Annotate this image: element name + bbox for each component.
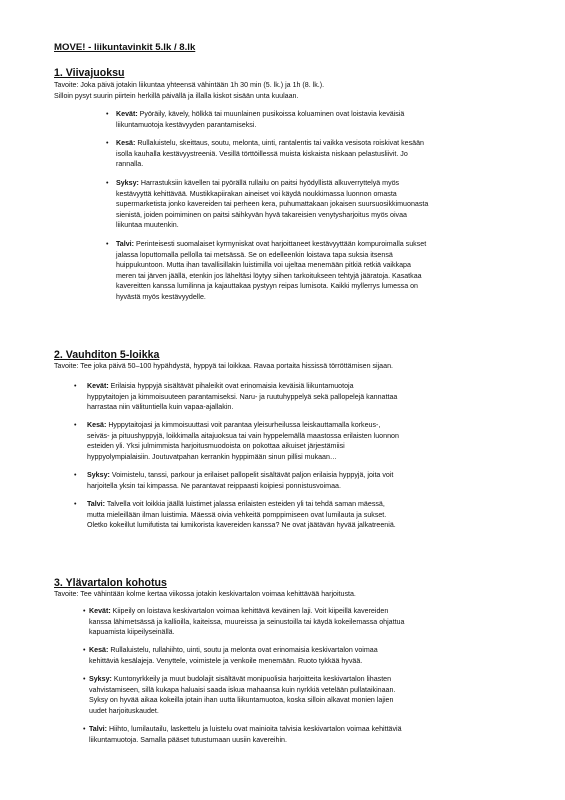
intro-line: Silloin pysyt suurin piirtein herkillä päivällä ja illalla kiskot sisään unta kuulaan. [54,91,299,100]
item-text: Harrastuksiin kävellen tai pyörällä rullailu on paitsi hyödyllistä alkuverryttelyä myös [140,179,400,187]
item-label: Kevät: [87,382,109,390]
bullet: • [106,240,109,248]
item-text: harrastaa niin välituntiella kuin vapaa-ajallakin. [87,403,234,411]
item-text: sienistä, joiden poimiminen on paitsi säihkyvän hyvä takareisien venytysharjoitus myös oivaa [116,210,407,219]
item-text: Rullaluistelu, rullahiihto, uinti, soutu ja melonta ovat erinomaisia keskivartalon voimaa [110,646,378,654]
bullet: • [74,471,77,479]
item-text: liikuntaa muutenkin. [116,221,179,229]
item-text: seiväs- ja pituushyppyjä, loikkimalla aitajuoksua tai vain hyppelemällä maastossa erilaisten luonnon [87,431,399,440]
item-text: liikuntamuotoja. Samalla pääset tutustumaan uusiin kavereihin. [89,735,287,744]
bullet: • [83,607,86,615]
bullet: • [74,382,77,390]
section-intro-2 [54,361,524,372]
list-item [83,724,402,745]
item-label: Syksy: [89,675,112,683]
bullet: • [106,179,109,187]
item-text: kehittäviä kesälajeja. Venyttele, voimistele ja venkoile menemään. Ruoto tykkää hyvää. [89,656,363,665]
item-text: isolla kauhalla kestävyystreeniä. Vesillä törttöillessä muista kiskaista niskaan pelastusliivit. Jo [116,149,408,158]
item-label: Kesä: [89,646,109,654]
item-text: rannalla. [116,160,144,168]
list-item [74,470,394,491]
list-item [74,499,396,531]
bullet: • [74,500,77,508]
list-item [74,420,399,462]
item-label: Syksy: [87,471,110,479]
document-title: MOVE! - liikuntavinkit 5.lk / 8.lk [54,42,196,53]
item-text: supermarketista jonko kavereiden tai perheen kera, puhumattakaan jokaisen suursuosikkimuonasta [116,200,429,208]
item-text: kanssa lähimetsässä ja kallioilla, kaiteissa, muureissa ja seinustoilla tai käydä kokeilemassa ohjattua [89,617,405,626]
list-item [74,381,398,413]
item-text: kavereitten kanssa lumilinna ja kajauttakaa pystyyn reipas lumisota. Kaikki myllerrys lumessa on [116,282,419,290]
item-text: harjoitella yksin tai kimpassa. Ne parantavat reippaasti koipiesi ponnistusvoimaa. [87,481,341,490]
item-text: Hyppytaitojasi ja kimmoisuuttasi voit parantaa yleisurheilussa leiskauttamalla korkeus-, [108,421,381,429]
item-label: Talvi: [116,240,135,248]
item-label: Talvi: [87,500,106,508]
item-text: Perinteisesti suomalaiset kyrmyniskat ovat harjoittaneet kestävyyttään kompuroimalla sukset [136,240,427,248]
list-item [106,178,429,231]
list-item [83,674,396,716]
list-item [106,109,405,130]
item-text: esteiden yli. Yksi julmimmista harjoitusmuodoista on pokottaa aikuiset järjestämiisi [87,442,345,450]
bullet: • [106,110,109,118]
item-text: hyvästä myös kestävyydelle. [116,292,206,301]
item-label: Kevät: [116,110,138,118]
item-text: Oletko kokeillut lumifutista tai lumikorista kavereiden kanssa? Ne ovat jäätävän hyvää jalkatreeniä. [87,521,396,529]
item-text: huippukuntoon. Mutta ihan tavallisillakin luistimilla voi ujeltaa menemään pitkiä retkiä vaikkapa [116,261,411,269]
list-item [83,606,405,638]
bullet: • [74,421,77,429]
item-text: mutta mieleillään ilman luistimia. Mäessä oivia vehkeitä pomppimiseen ovat lumilauta ja sukset. [87,510,387,519]
section-intro-1 [54,80,524,101]
bullet: • [83,725,86,733]
intro-line: Tavoite: Tee vähintään kolme kertaa viikossa jotakin keskivartalon voimaa kehittävää harjoitusta. [54,590,356,598]
item-text: Syksy on hyvää aikaa kokeilla jotain ihan uutta liikuntamuotoa, koska silloin alkavat monien lajien [89,696,394,704]
item-text: liikuntamuotoja kestävyyden parantamiseksi. [116,120,257,129]
item-label: Talvi: [89,725,108,733]
item-text: hyppyolympialaisiin. Joutuvatpahan kerrankin hyppimään sinun pillisi mukaan… [87,452,337,461]
item-text: Voimistelu, tanssi, parkour ja erilaiset pallopelit sisältävät paljon erilaisia hyppyjä, joita voit [111,471,394,479]
item-text: uudet harjoituskaudet. [89,706,159,715]
item-label: Kesä: [116,139,136,147]
item-label: Kevät: [89,607,111,615]
item-text: Hiihto, lumilautailu, laskettelu ja luistelu ovat mainioita talvisia keskivartalon voimaa kehittäviä [109,725,402,733]
list-item [83,645,378,666]
item-text: Kiipeily on loistava keskivartalon voimaa kehittävä keväinen laji. Voit kiipeillä kavereiden [112,607,389,615]
item-text: Rullaluistelu, skeittaus, soutu, melonta, uinti, rantalentis tai vaikka vesisota roiskivat kesään [137,139,424,147]
item-text: meren tai järven jäällä, etenkin jos läheltäsi löytyy siihen tarkoitukseen tehtyjä jääratoja. Kasatkaa [116,271,422,280]
item-text: Kuntonyrkkeily ja muut budolajit sisältävät monipuolisia harjoitteita keskivartalon lihasten [113,675,392,683]
section-heading-3: 3. Ylävartalon kohotus [54,577,167,589]
bullet: • [83,675,86,683]
list-item [106,239,427,302]
bullet: • [106,139,109,147]
item-text: Talvella voit loikkia jäällä luistimet jalassa erilaisten esteiden yli tai tehdä saman mäessä, [106,500,385,508]
item-text: vahvistamiseen, sillä kukapa haluaisi saada iskua mahaansa kuin nyrkkiä vetelään pullataikinaan. [89,685,396,694]
bullet: • [83,646,86,654]
item-label: Syksy: [116,179,139,187]
section-intro-3 [54,589,524,600]
item-text: kestävyyttä kehittävää. Mustikkapiirakan aineiset voi käydä noukkimassa luonnon omasta [116,189,397,198]
intro-line: Tavoite: Joka päivä jotakin liikuntaa yhteensä vähintään 1h 30 min (5. lk.) ja 1h (8. lk.). [54,81,325,89]
item-label: Kesä: [87,421,107,429]
item-text: jalassa loputtomalla pellolla tai metsässä. Se on edelleenkin loistava tapa suksia itsensä [116,250,393,259]
item-text: hyppytaitojen ja kimmoisuuteen parantamiseksi. Naru- ja ruutuhyppelyä sekä pallopelejä kannattaa [87,392,398,401]
section-heading-2: 2. Vauhditon 5-loikka [54,349,160,361]
list-item [106,138,424,170]
item-text: kapuamista kiipeilyseinällä. [89,628,175,636]
intro-line: Tavoite: Tee joka päivä 50–100 hypähdystä, hyppyä tai loikkaa. Ravaa portaita hississä törröttämisen sijaan. [54,362,393,370]
item-text: Erilaisia hyppyjä sisältävät pihaleikit ovat erinomaisia keväisiä liikuntamuotoja [110,382,354,390]
item-text: Pyöräily, kävely, hölkkä tai muunlainen pusikoissa koluaminen ovat loistavia keväisiä [139,110,405,118]
section-heading-1: 1. Viivajuoksu [54,67,125,79]
